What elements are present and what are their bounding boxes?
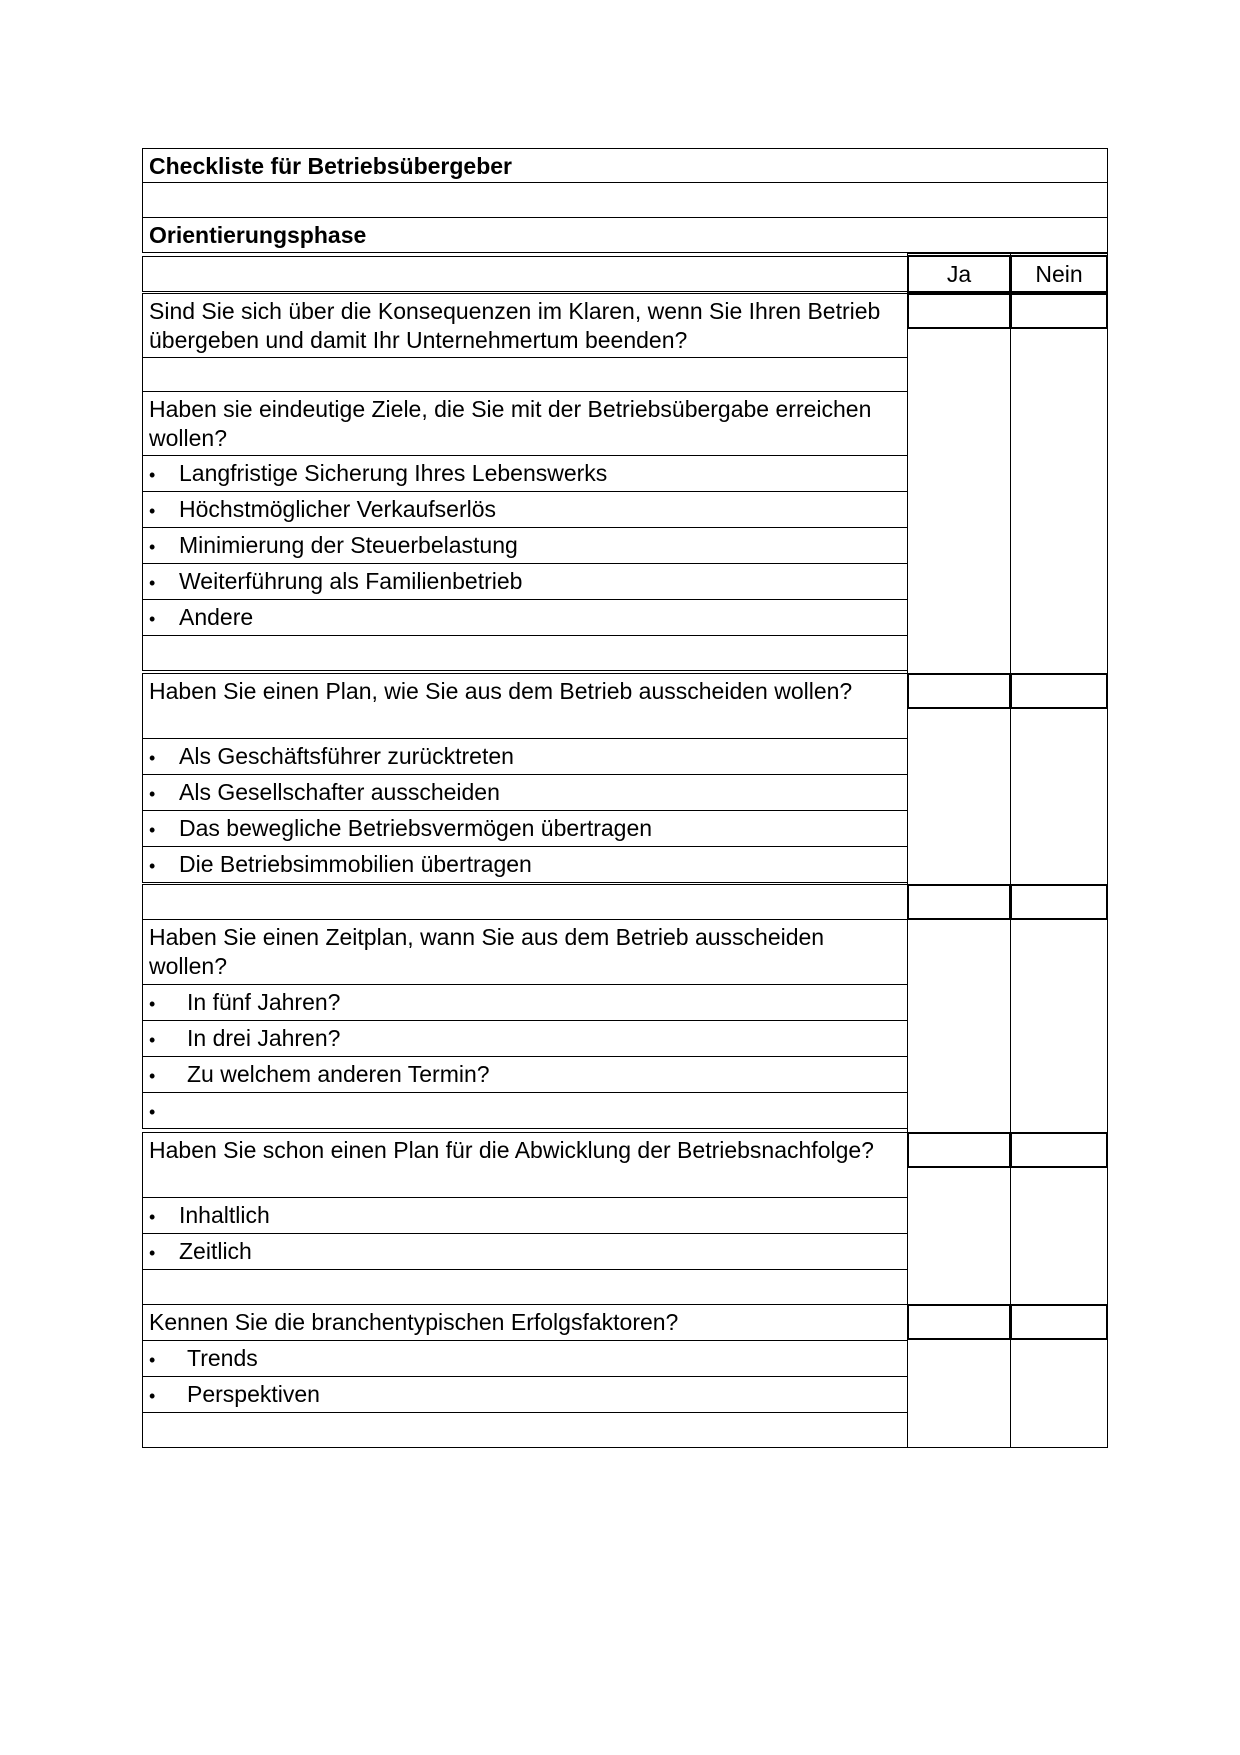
bullet-icon: • bbox=[149, 1066, 156, 1086]
yes-column bbox=[907, 253, 1011, 1448]
bullet-icon: • bbox=[149, 1207, 156, 1227]
no-header: Nein bbox=[1010, 255, 1108, 293]
bullet-icon: • bbox=[149, 573, 156, 593]
list-item-label: Inhaltlich bbox=[179, 1202, 270, 1228]
question-succession-plan: Haben Sie schon einen Plan für die Abwicklung der Betriebsnachfolge? bbox=[142, 1132, 908, 1198]
column-header-blank bbox=[142, 256, 908, 292]
bullet-icon: • bbox=[149, 820, 156, 840]
question-goals: Haben sie eindeutige Ziele, die Sie mit der Betriebsübergabe erreichen wollen? bbox=[142, 391, 908, 456]
list-item bbox=[142, 563, 908, 600]
list-item bbox=[142, 527, 908, 564]
q6-yes-checkbox[interactable] bbox=[907, 1304, 1011, 1340]
list-item bbox=[142, 455, 908, 492]
list-item bbox=[142, 1020, 908, 1057]
question-exit-plan: Haben Sie einen Plan, wie Sie aus dem Betrieb ausscheiden wollen? bbox=[142, 673, 908, 739]
question-consequences: Sind Sie sich über die Konsequenzen im Klaren, wenn Sie Ihren Betrieb übergeben und damit Ihr Unternehmertum beenden? bbox=[142, 293, 908, 358]
bullet-icon: • bbox=[149, 1243, 156, 1263]
spacer-row bbox=[142, 357, 908, 392]
list-item-label: Andere bbox=[179, 604, 254, 630]
list-item bbox=[142, 984, 908, 1021]
bullet-icon: • bbox=[149, 1386, 156, 1406]
list-item-label: Höchstmöglicher Verkaufserlös bbox=[179, 496, 497, 522]
list-item-label: Trends bbox=[187, 1345, 258, 1371]
bullet-icon: • bbox=[149, 1350, 156, 1370]
list-item-label: Als Geschäftsführer zurücktreten bbox=[179, 743, 514, 769]
list-item-label: In fünf Jahren? bbox=[187, 989, 341, 1015]
bullet-icon: • bbox=[149, 994, 156, 1014]
spacer-row bbox=[142, 1412, 908, 1448]
list-item bbox=[142, 1340, 908, 1377]
list-item-label: Minimierung der Steuerbelastung bbox=[179, 532, 518, 558]
q5-yes-checkbox[interactable] bbox=[907, 1132, 1011, 1168]
checklist-title: Checkliste für Betriebsübergeber bbox=[142, 148, 1108, 183]
list-item bbox=[142, 846, 908, 883]
q5-no-checkbox[interactable] bbox=[1010, 1132, 1108, 1168]
question-success-factors: Kennen Sie die branchentypischen Erfolgsfaktoren? bbox=[142, 1304, 908, 1341]
question-timeline: Haben Sie einen Zeitplan, wann Sie aus dem Betrieb ausscheiden wollen? bbox=[142, 919, 908, 985]
list-item-label: Perspektiven bbox=[187, 1381, 320, 1407]
list-item bbox=[142, 491, 908, 528]
bullet-icon: • bbox=[149, 856, 156, 876]
list-item bbox=[142, 774, 908, 811]
bullet-icon: • bbox=[149, 465, 156, 485]
list-item-label: Zu welchem anderen Termin? bbox=[187, 1061, 490, 1087]
header-spacer-row bbox=[142, 182, 1108, 218]
list-item-label: In drei Jahren? bbox=[187, 1025, 341, 1051]
q1-yes-checkbox[interactable] bbox=[907, 293, 1011, 329]
bullet-icon: • bbox=[149, 748, 156, 768]
spacer-no-checkbox[interactable] bbox=[1010, 884, 1108, 920]
list-item bbox=[142, 599, 908, 636]
q1-no-checkbox[interactable] bbox=[1010, 293, 1108, 329]
bullet-icon: • bbox=[149, 1102, 156, 1122]
spacer-row bbox=[142, 884, 908, 920]
bullet-icon: • bbox=[149, 784, 156, 804]
spacer-row bbox=[142, 1269, 908, 1305]
list-item-label: Zeitlich bbox=[179, 1238, 252, 1264]
phase-heading: Orientierungsphase bbox=[142, 217, 1108, 253]
yes-header: Ja bbox=[907, 255, 1011, 293]
list-item bbox=[142, 738, 908, 775]
list-item bbox=[142, 1092, 908, 1129]
list-item bbox=[142, 810, 908, 847]
bullet-icon: • bbox=[149, 609, 156, 629]
bullet-icon: • bbox=[149, 1030, 156, 1050]
bullet-icon: • bbox=[149, 501, 156, 521]
spacer-row bbox=[142, 635, 908, 671]
list-item-label: Das bewegliche Betriebsvermögen übertragen bbox=[179, 815, 653, 841]
q3-yes-checkbox[interactable] bbox=[907, 673, 1011, 709]
list-item-label: Langfristige Sicherung Ihres Lebenswerks bbox=[179, 460, 608, 486]
bullet-icon: • bbox=[149, 537, 156, 557]
q6-no-checkbox[interactable] bbox=[1010, 1304, 1108, 1340]
list-item-label: Weiterführung als Familienbetrieb bbox=[179, 568, 523, 594]
list-item bbox=[142, 1376, 908, 1413]
list-item bbox=[142, 1233, 908, 1270]
spacer-yes-checkbox[interactable] bbox=[907, 884, 1011, 920]
list-item bbox=[142, 1056, 908, 1093]
no-column bbox=[1010, 253, 1108, 1448]
list-item-label: Als Gesellschafter ausscheiden bbox=[179, 779, 500, 805]
q3-no-checkbox[interactable] bbox=[1010, 673, 1108, 709]
list-item bbox=[142, 1197, 908, 1234]
list-item-label: Die Betriebsimmobilien übertragen bbox=[179, 851, 532, 877]
